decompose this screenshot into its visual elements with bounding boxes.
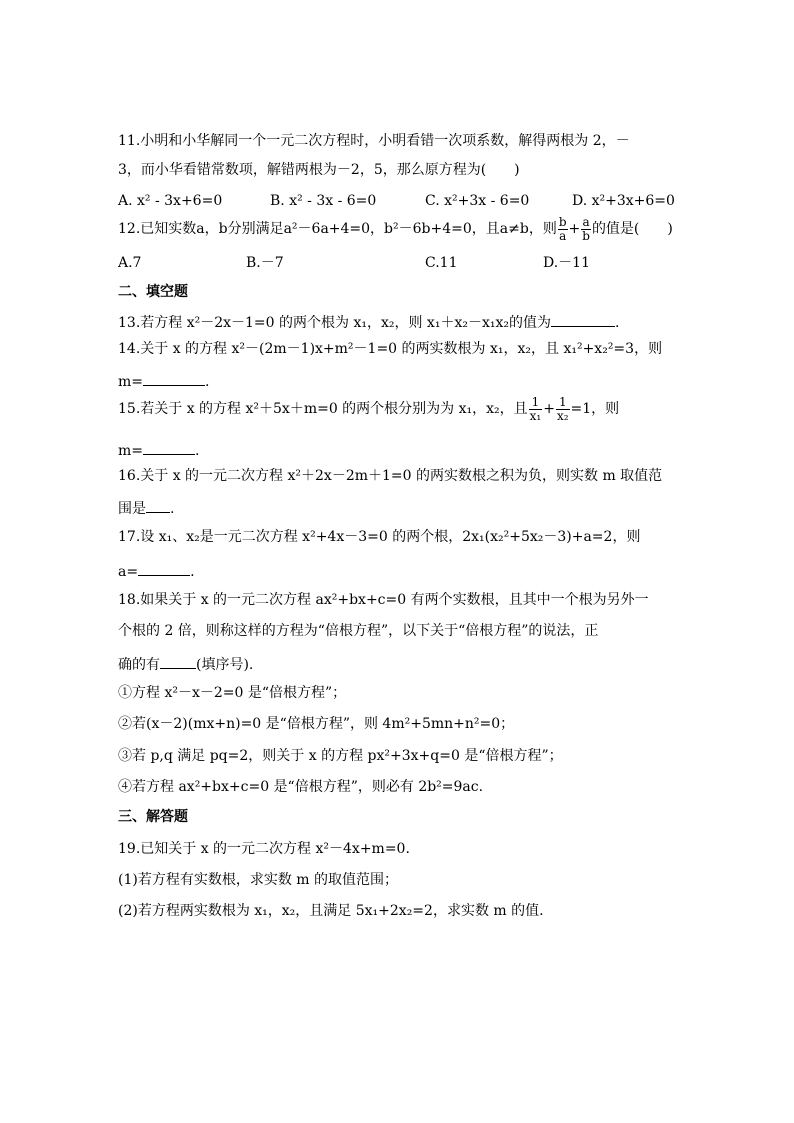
q12-text-before: 12.已知实数a，b分别满足a²－6a+4=0，b²－6b+4=0，且a≠b，则: [118, 221, 557, 238]
q13-answer-blank[interactable]: [551, 313, 615, 327]
q12-line: 12.已知实数a，b分别满足a²－6a+4=0，b²－6b+4=0，且a≠b，则 $\frac{b}{a}$ + $\frac{a}{b}$ 的值是( ): [118, 215, 673, 243]
q15-fraction-1-over-x1: $\frac{1}{\text{x₁}}$: [529, 395, 542, 423]
q18-statement-3: ③若 p,q 满足 pq=2，则关于 x 的方程 px²+3x+q=0 是“倍根方程”；: [118, 748, 563, 764]
q12-option-c: C.11: [425, 255, 458, 271]
q19-part2: (2)若方程两实数根为 x₁，x₂，且满足 5x₁+2x₂=2，求实数 m 的值.: [118, 903, 544, 919]
q18-answer-blank[interactable]: [160, 655, 196, 669]
section-fill-in-blank-heading: 二、填空题: [118, 284, 188, 300]
q16-line2: 围是 .: [118, 501, 175, 517]
q12-fraction-a-over-b: $\frac{a}{b}$: [582, 215, 590, 243]
q11-line1: 11.小明和小华解同一个一元二次方程时，小明看错一次项系数，解得两根为 2，－: [118, 133, 630, 149]
q11-option-c: C. x²+3x - 6=0: [425, 193, 530, 209]
q15-answer-blank[interactable]: [143, 441, 195, 455]
q18-line1: 18.如果关于 x 的一元二次方程 ax²+bx+c=0 有两个实数根，且其中一个根为另外一: [118, 592, 649, 608]
q14-line2: m= .: [118, 374, 210, 390]
q18-statement-1: ①方程 x²－x－2=0 是“倍根方程”；: [118, 685, 347, 701]
q11-line2: 3，而小华看错常数项，解错两根为－2，5，那么原方程为( ): [118, 162, 520, 178]
q11-option-a: A. x² - 3x+6=0: [118, 193, 223, 209]
q17-line2: a= .: [118, 564, 195, 580]
q12-option-d: D.－11: [543, 255, 590, 271]
q12-option-a: A.7: [118, 255, 142, 271]
q18-statement-2: ②若(x－2)(mx+n)=0 是“倍根方程”，则 4m²+5mn+n²=0；: [118, 716, 515, 732]
q13-line: 13.若方程 x²－2x－1=0 的两个根为 x₁，x₂，则 x₁＋x₂－x₁x₂的值为 .: [118, 315, 620, 331]
q18-statement-4: ④若方程 ax²+bx+c=0 是“倍根方程”，则必有 2b²=9ac.: [118, 779, 484, 795]
q18-line2: 个根的 2 倍，则称这样的方程为“倍根方程”，以下关于“倍根方程”的说法，正: [118, 623, 599, 639]
q11-option-b: B. x² - 3x - 6=0: [270, 193, 377, 209]
q15-fraction-1-over-x2: $\frac{1}{\text{x₂}}$: [556, 395, 569, 423]
section-solution-heading: 三、解答题: [118, 809, 188, 825]
q18-line3: 确的有 (填序号).: [118, 657, 254, 673]
q16-answer-blank[interactable]: [146, 499, 170, 513]
q12-fraction-b-over-a: $\frac{b}{a}$: [558, 215, 567, 243]
q14-line1: 14.关于 x 的方程 x²－(2m－1)x+m²－1=0 的两实数根为 x₁，x₂，且 x₁²+x₂²=3，则: [118, 341, 663, 357]
q19-part1: (1)若方程有实数根，求实数 m 的取值范围；: [118, 872, 399, 888]
q17-answer-blank[interactable]: [138, 562, 190, 576]
q15-line2: m= .: [118, 443, 200, 459]
q15-line1: 15.若关于 x 的方程 x²＋5x＋m=0 的两个根分别为为 x₁，x₂，且 $\frac{1}{\text{x₁}}$ + $\frac{1}{\text{x₂}}$ =1，则: [118, 395, 620, 423]
q12-option-b: B.－7: [246, 255, 284, 271]
q19-line1: 19.已知关于 x 的一元二次方程 x²－4x+m=0.: [118, 841, 410, 857]
q17-line1: 17.设 x₁、x₂是一元二次方程 x²+4x－3=0 的两个根，2x₁(x₂²+5x₂－3)+a=2，则: [118, 529, 641, 545]
q12-text-after: 的值是( ): [591, 221, 673, 238]
q11-option-d: D. x²+3x+6=0: [572, 193, 675, 209]
q16-line1: 16.关于 x 的一元二次方程 x²＋2x－2m＋1=0 的两实数根之积为负，则实数 m 取值范: [118, 468, 663, 484]
q14-answer-blank[interactable]: [143, 372, 205, 386]
